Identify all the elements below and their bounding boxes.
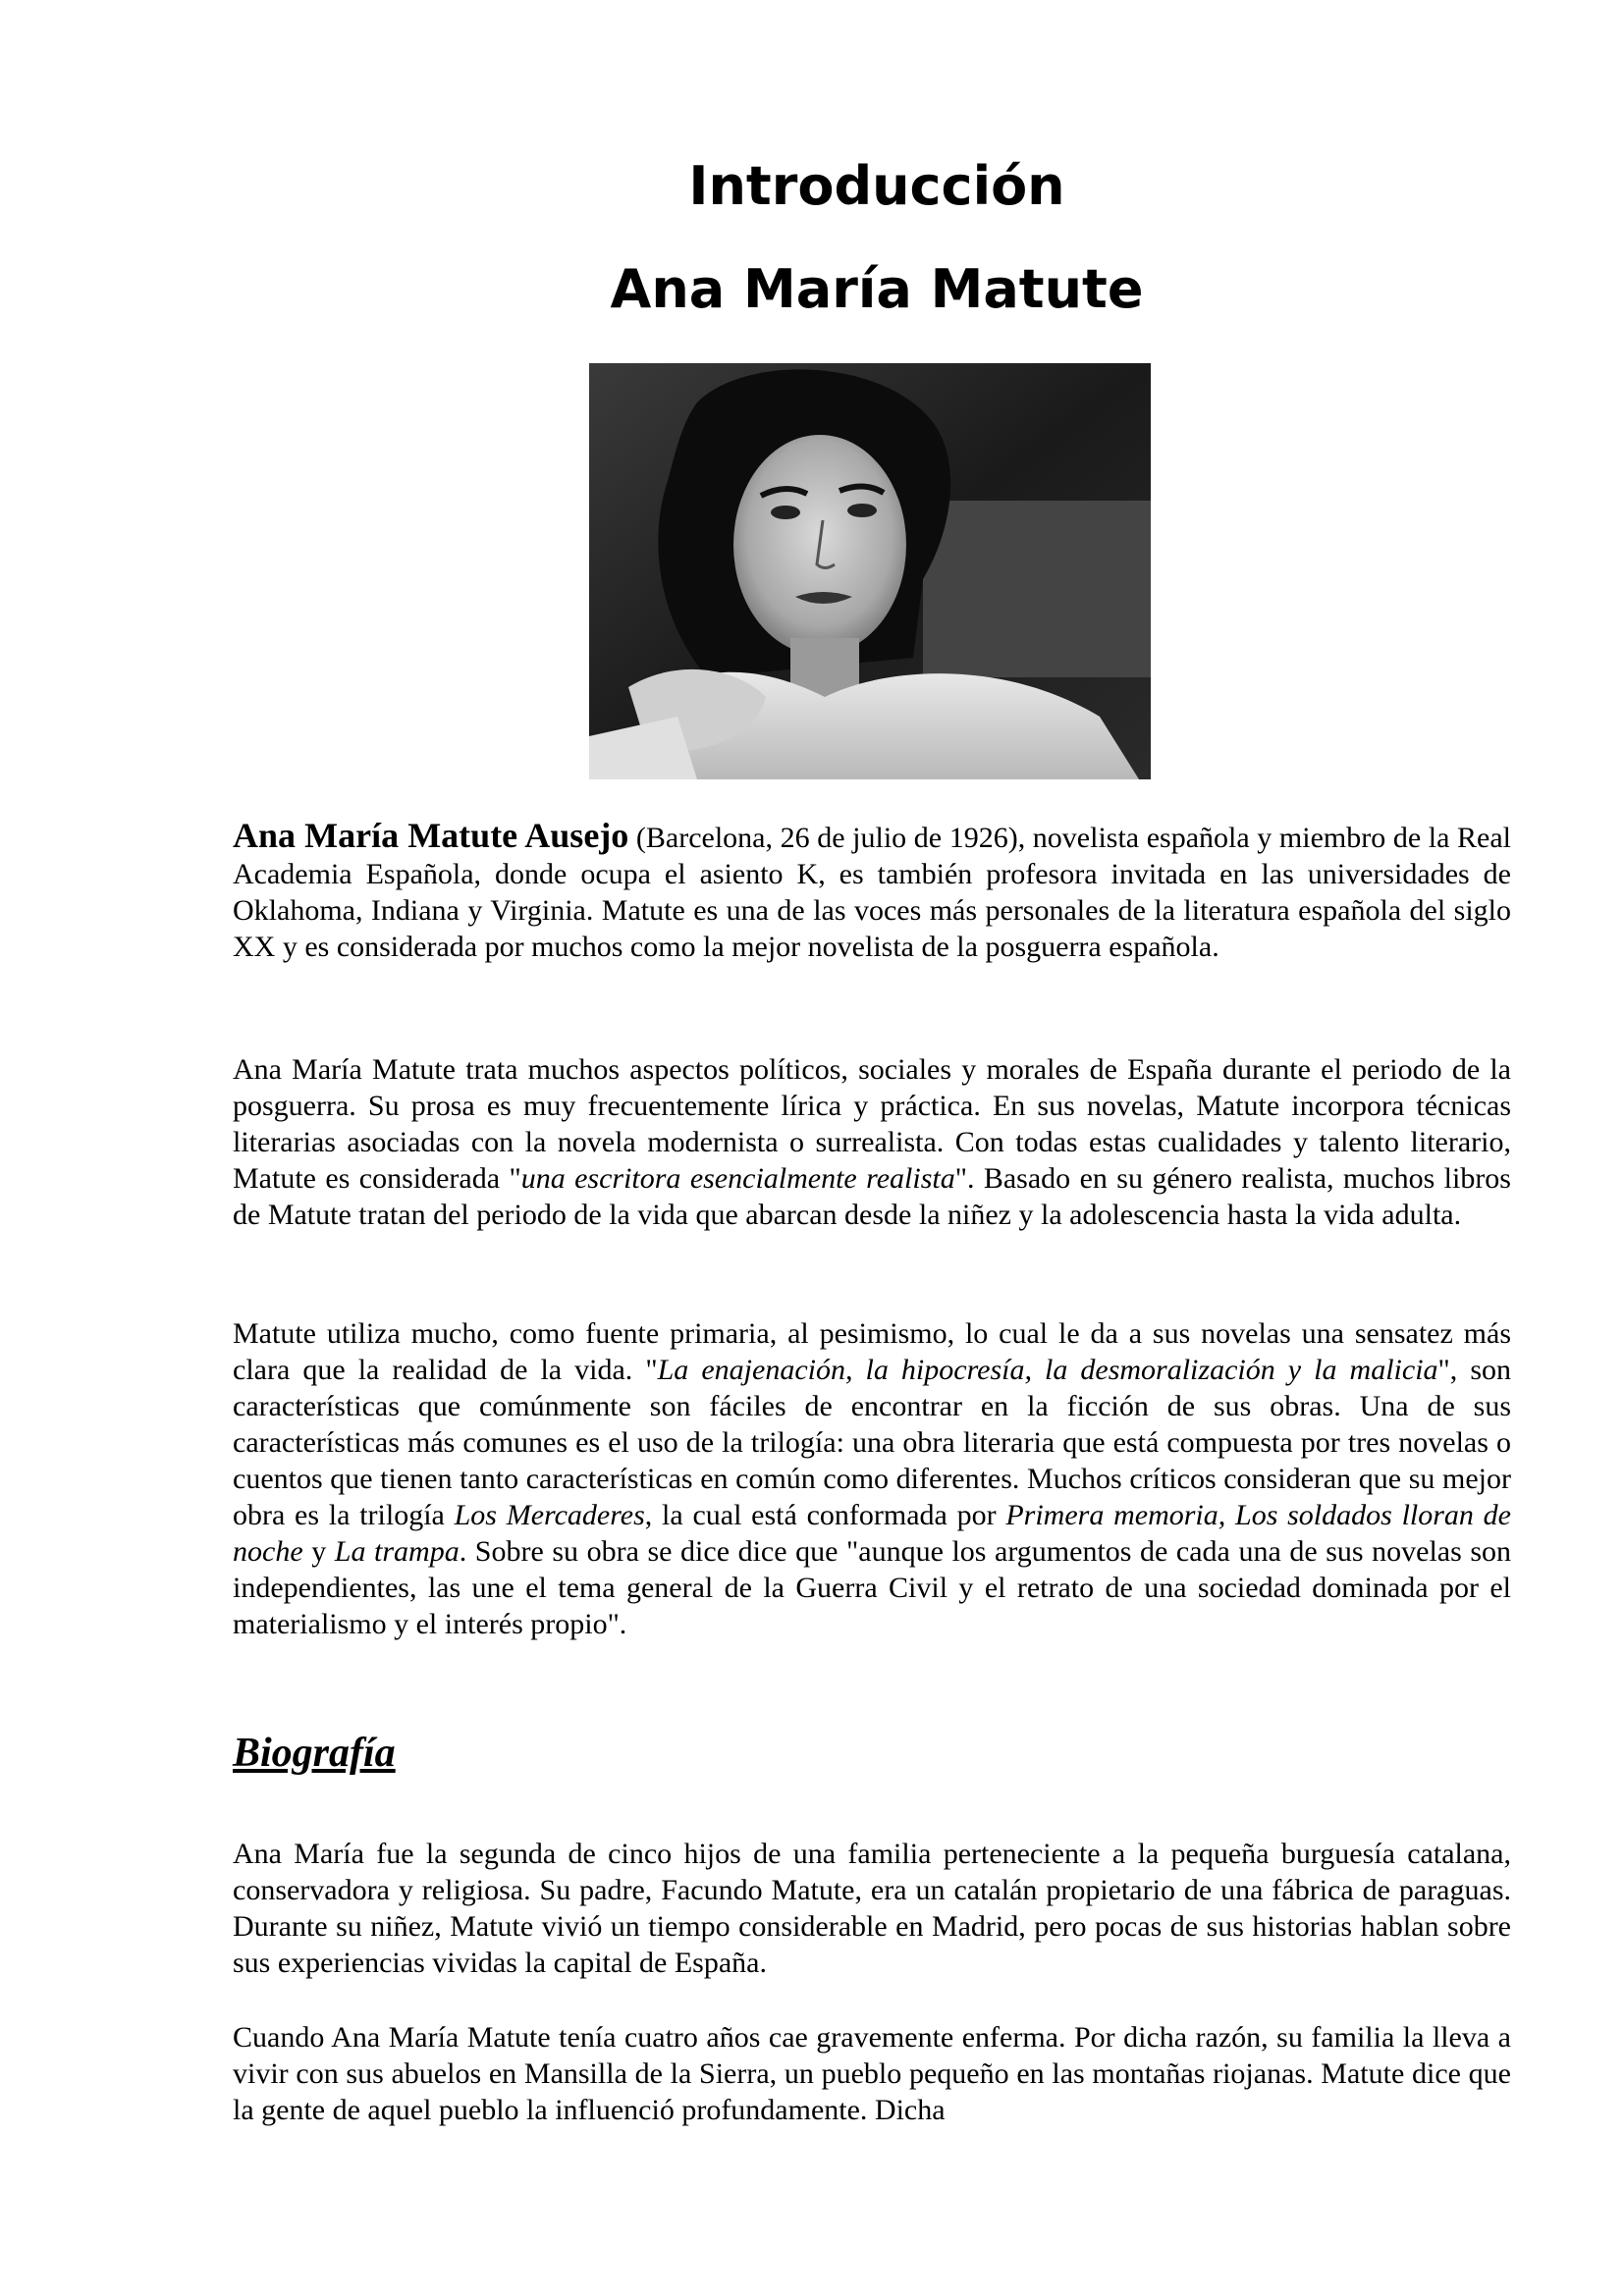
intro-paragraph-2 — [233, 1051, 1511, 1233]
book-title-1: Primera memoria — [1005, 1499, 1218, 1531]
trilogy-title: Los Mercaderes — [454, 1499, 645, 1531]
author-full-name: Ana María Matute Ausejo — [233, 816, 629, 855]
intro-paragraph-2-text-a: Ana María Matute trata muchos aspectos políticos, sociales y morales de España durante el periodo de la posguerra. Su prosa es muy frecuentemente lírica y práctica. En sus novelas, Matute incorpora técnicas literarias asociadas con la novela modernista o surrealista. Con todas estas cualidades y talento literario, Matute es considerada " — [233, 1053, 1511, 1195]
intro-paragraph-3-text-d: . Sobre su obra se dice dice que "aunque los argumentos de cada una de sus novelas son independientes, las une el tema general de la Guerra Civil y el retrato de una sociedad dominada por el materialismo y el interés propio". — [233, 1535, 1512, 1640]
book-title-2: Los soldados lloran de noche — [233, 1499, 1511, 1568]
book-separator-2: y — [302, 1535, 335, 1568]
author-portrait-photo — [589, 363, 1151, 779]
intro-paragraph-3-text-a: Matute utiliza mucho, como fuente primaria, al pesimismo, lo cual le da a sus novelas una sensatez más clara que la realidad de la vida. " — [233, 1317, 1511, 1386]
book-title-3: La trampa — [334, 1535, 460, 1568]
book-separator-1: , — [1218, 1499, 1236, 1531]
biography-paragraph-1: Ana María fue la segunda de cinco hijos de una familia perteneciente a la pequeña burguesía catalana, conservadora y religiosa. Su padre, Facundo Matute, era un catalán propietario de una fábrica de paraguas. Durante su niñez, Matute vivió un tiempo considerable en Madrid, pero pocas de sus historias hablan sobre sus experiencias vividas la capital de España. — [233, 1838, 1511, 1979]
intro-paragraph-1-text: (Barcelona, 26 de julio de 1926), novelista española y miembro de la Real Academia Española, donde ocupa el asiento K, es también profesora invitada en las universidades de Oklahoma, Indiana y Virginia. Matute es una de las voces más personales de la literatura española del siglo XX y es considerada por muchos como la mejor novelista de la posguerra española. — [233, 822, 1512, 963]
intro-paragraph-3 — [233, 1315, 1511, 1642]
page-title: Introducción — [688, 155, 1065, 217]
biography-paragraph-2: Cuando Ana María Matute tenía cuatro años cae gravemente enferma. Por dicha razón, su familia la lleva a vivir con sus abuelos en Mansilla de la Sierra, un pueblo pequeño en las montañas riojanas. Matute dice que la gente de aquel pueblo la influenció profundamente. Dicha — [233, 2021, 1511, 2126]
intro-paragraph-2-text-b: ". Basado en su género realista, muchos libros de Matute tratan del periodo de la vida que abarcan desde la niñez y la adolescencia hasta la vida adulta. — [233, 1162, 1511, 1231]
intro-paragraph-2-quote: una escritora esencialmente realista — [520, 1162, 955, 1195]
intro-paragraph-1 — [233, 818, 1511, 965]
intro-paragraph-3-quote: La enajenación, la hipocresía, la desmoralización y la malicia — [657, 1354, 1438, 1386]
portrait-illustration — [589, 363, 1151, 779]
page-subtitle: Ana María Matute — [610, 258, 1144, 320]
intro-paragraph-3-text-b: ", son características que comúnmente son fáciles de encontrar en la ficción de sus obras. Una de sus características más comunes es el uso de la trilogía: una obra literaria que está compuesta por tres novelas o cuentos que tienen tanto características en común como diferentes. Muchos críticos consideran que su mejor obra es la trilogía — [233, 1354, 1512, 1531]
intro-paragraph-3-text-c: , la cual está conformada por — [644, 1499, 1006, 1531]
biography-heading: Biografía — [233, 1731, 396, 1776]
